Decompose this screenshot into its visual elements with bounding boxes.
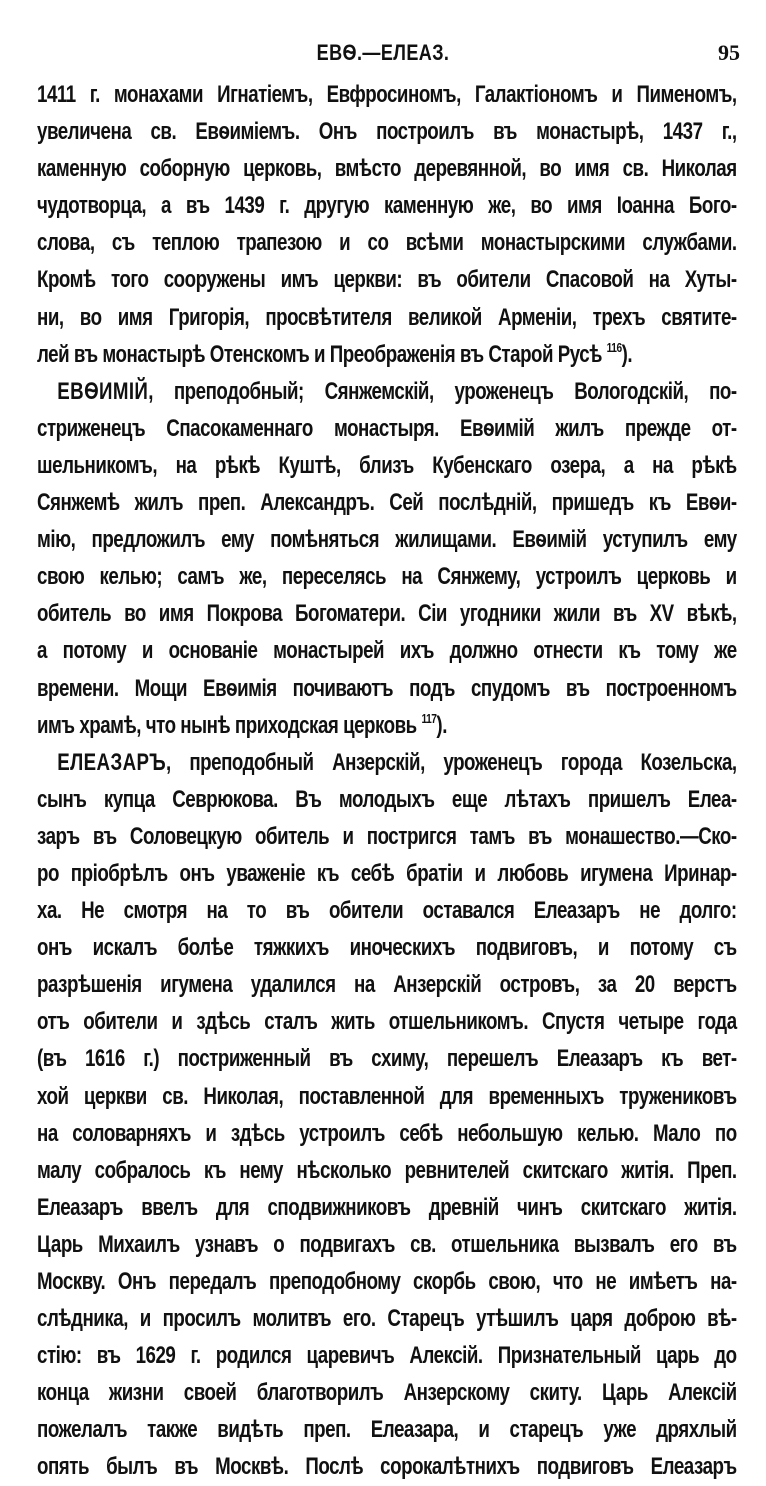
text-line: каменную соборную церковь, вмѣсто деревянной, во имя св. Николая <box>37 155 737 183</box>
text-line-content: , преподобный Анзерскій, уроженецъ города Козельска, <box>166 748 737 776</box>
text-line: пожелалъ также видѣть преп. Елеазара, и старецъ уже дряхлый <box>37 1416 737 1444</box>
entry-evfimiy <box>37 373 737 744</box>
text-line: увеличена св. Евѳиміемъ. Онъ построилъ въ монастырѣ, 1437 г., <box>37 118 737 146</box>
text-line: чудотворца, а въ 1439 г. другую каменную же, во имя Іоанна Бого- <box>37 192 737 220</box>
closing-punctuation: ). <box>621 340 633 368</box>
text-line: заръ въ Соловецкую обитель и постригся тамъ въ монашество.—Ско- <box>37 822 737 850</box>
page-number: 95 <box>718 40 740 65</box>
text-line: слѣдника, и просилъ молитвъ его. Старецъ утѣшилъ царя доброю вѣ- <box>37 1305 737 1333</box>
text-line: онъ искалъ болѣе тяжкихъ иноческихъ подвиговъ, и потому съ <box>37 934 737 962</box>
text-line <box>37 373 737 410</box>
text-line: хой церкви св. Николая, поставленной для временныхъ тружениковъ <box>37 1082 737 1110</box>
text-line: на соловарняхъ и здѣсь устроилъ себѣ небольшую келью. Мало по <box>37 1119 737 1147</box>
text-line: ни, во имя Григорія, просвѣтителя великой Арменіи, трехъ святите- <box>37 303 737 331</box>
text-line: обитель во имя Покрова Богоматери. Сіи угодники жили въ XV вѣкѣ, <box>37 600 737 628</box>
text-line <box>37 336 737 373</box>
text-line: разрѣшенія игумена удалился на Анзерскій островъ, за 20 верстъ <box>37 971 737 999</box>
text-line-content: лей въ монастырѣ Отенскомъ и Преображенія въ Старой Русѣ <box>37 340 602 368</box>
text-line: сынъ купца Севрюкова. Въ молодыхъ еще лѣтахъ пришелъ Елеа- <box>37 785 737 813</box>
text-line: ро пріобрѣлъ онъ уваженіе къ себѣ братіи и любовь игумена Иринар- <box>37 859 737 887</box>
closing-punctuation: ). <box>436 711 447 739</box>
text-line: Елеазаръ ввелъ для сподвижниковъ древній чинъ скитскаго житія. <box>37 1193 737 1221</box>
page-header <box>0 40 766 74</box>
text-line <box>37 744 737 781</box>
text-line: шельникомъ, на рѣкѣ Куштѣ, близъ Кубенскаго озера, а на рѣкѣ <box>37 451 737 479</box>
paragraph-continuation <box>37 76 737 373</box>
text-line: Кромѣ того сооружены имъ церкви: въ обители Спасовой на Хуты- <box>37 266 737 294</box>
text-line: Сянжемѣ жилъ преп. Александръ. Сей послѣдній, пришедъ къ Евѳи- <box>37 489 737 517</box>
text-line: ха. Не смотря на то въ обители оставался Елеазаръ не долго: <box>37 897 737 925</box>
running-head: ЕВѲ.—ЕЛЕАЗ. <box>316 40 450 65</box>
text-line: конца жизни своей благотворилъ Анзерскому скиту. Царь Алексій <box>37 1379 737 1407</box>
text-line-content: , преподобный; Сянжемскій, уроженецъ Вологодскій, по- <box>148 377 737 405</box>
text-line: стриженецъ Спасокаменнаго монастыря. Евѳимій жилъ прежде от- <box>37 414 737 442</box>
text-line: малу собралось къ нему нѣсколько ревнителей скитскаго житія. Преп. <box>37 1156 737 1184</box>
text-line: а потому и основаніе монастырей ихъ должно отнести къ тому же <box>37 637 737 665</box>
text-body <box>37 76 737 1486</box>
text-line <box>37 707 737 744</box>
text-line: времени. Мощи Евѳимія почиваютъ подъ спудомъ въ построенномъ <box>37 674 737 702</box>
footnote-ref: 117 <box>421 710 437 726</box>
text-line: отъ обители и здѣсь сталъ жить отшельникомъ. Спустя четыре года <box>37 1008 737 1036</box>
entry-headword: ЕЛЕАЗАРЪ <box>57 748 167 776</box>
entry-eleazar <box>37 744 737 1486</box>
text-line: мію, предложилъ ему помѣняться жилищами. Евѳимій уступилъ ему <box>37 526 737 554</box>
text-line-content: имъ храмѣ, что нынѣ приходская церковь <box>37 711 417 739</box>
text-line: (въ 1616 г.) постриженный въ схиму, перешелъ Елеазаръ къ вет- <box>37 1045 737 1073</box>
text-line: слова, съ теплою трапезою и со всѣми монастырскими службами. <box>37 229 737 257</box>
text-line: Москву. Онъ передалъ преподобному скорбь свою, что не имѣетъ на- <box>37 1268 737 1295</box>
footnote-ref: 116 <box>606 339 622 355</box>
text-line: свою келью; самъ же, переселясь на Сянжему, устроилъ церковь и <box>37 563 737 591</box>
text-line: опять былъ въ Москвѣ. Послѣ сорокалѣтнихъ подвиговъ Елеазаръ <box>37 1453 737 1481</box>
text-line: 1411 г. монахами Игнатіемъ, Евфросиномъ, Галактіономъ и Пименомъ, <box>37 81 737 108</box>
text-line: Царь Михаилъ узнавъ о подвигахъ св. отшельника вызвалъ его въ <box>37 1230 737 1258</box>
entry-headword: ЕВѲИМІЙ <box>57 377 149 405</box>
text-line: стію: въ 1629 г. родился царевичъ Алексій. Признательный царь до <box>37 1342 737 1370</box>
